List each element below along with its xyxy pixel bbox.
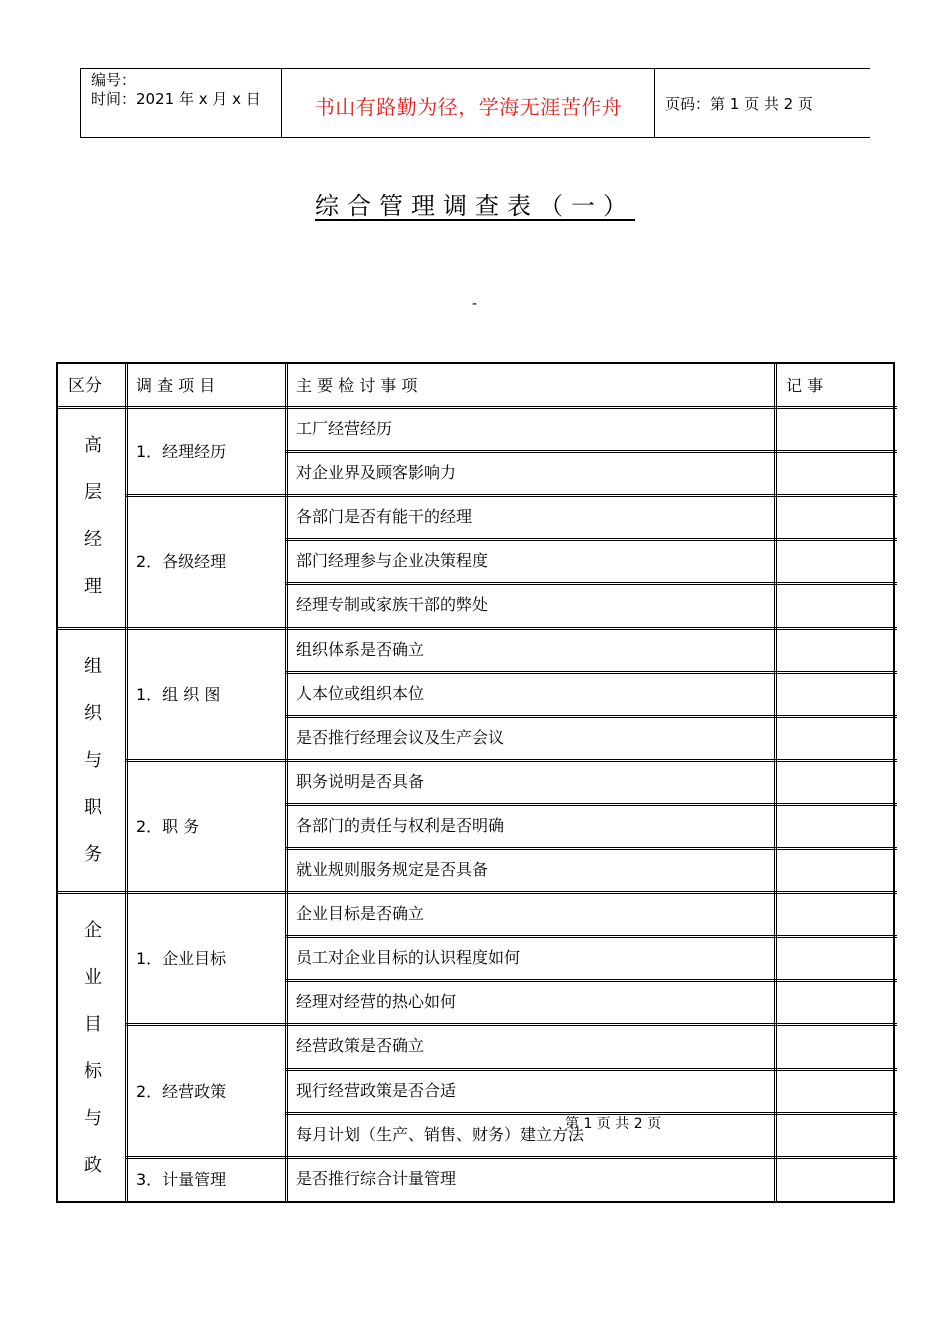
check-row-divider: [285, 847, 897, 850]
section-label-char: 与: [84, 1108, 102, 1130]
check-row-divider: [285, 803, 897, 806]
dash-mark: -: [472, 296, 478, 312]
check-row-divider: [285, 538, 897, 541]
item-divider: [125, 759, 897, 762]
check-row-divider: [285, 979, 897, 982]
section-label-char: 高: [84, 435, 102, 456]
column-divider: [774, 364, 777, 1201]
survey-item-name: 2．职 务: [136, 816, 200, 836]
check-item-text: 是否推行经理会议及生产会议: [296, 727, 505, 747]
section-label-char: 政: [84, 1155, 102, 1177]
check-item-text: 经理专制或家族干部的弊处: [296, 595, 489, 615]
page-code: 页码：第 1 页 共 2 页: [665, 95, 813, 113]
check-row-divider: [285, 1068, 897, 1071]
section-label-char: 企: [84, 920, 102, 942]
section-label: [58, 655, 128, 890]
survey-item-name: 1．企业目标: [136, 949, 227, 969]
item-divider: [125, 494, 897, 497]
section-label-char: 组: [84, 655, 102, 677]
motto: 书山有路勤为径，学海无涯苦作舟: [314, 95, 623, 119]
section-label-char: 与: [84, 749, 102, 771]
column-divider: [285, 364, 288, 1201]
survey-item-name: 1．经理经历: [136, 442, 227, 462]
section-label-char: 织: [84, 702, 102, 724]
check-item-text: 现行经营政策是否合适: [296, 1080, 457, 1100]
header-page-cell: [654, 69, 871, 137]
check-item-text: 对企业界及顾客影响力: [296, 463, 457, 483]
check-item-text: 每月计划（生产、销售、财务）建立方法: [296, 1124, 585, 1144]
header-note: 记 事: [786, 376, 824, 395]
section-label-char: 理: [84, 576, 102, 597]
section-divider: [58, 891, 897, 894]
section-label-char: 职: [84, 796, 102, 818]
section-label-char: 经: [84, 529, 102, 550]
check-item-text: 职务说明是否具备: [296, 771, 425, 791]
check-row-divider: [285, 582, 897, 585]
survey-item-name: 2．经营政策: [136, 1081, 227, 1101]
section-label-char: 标: [84, 1061, 102, 1083]
survey-table: [56, 362, 895, 1203]
check-row-divider: [285, 450, 897, 453]
section-label-char: 层: [84, 482, 102, 503]
check-row-divider: [285, 935, 897, 938]
section-label-char: 目: [84, 1014, 102, 1036]
check-item-text: 经营政策是否确立: [296, 1036, 425, 1056]
footer-page-number: 第 1 页 共 2 页: [565, 1116, 662, 1132]
survey-item-name: 3．计量管理: [136, 1169, 227, 1189]
survey-item-name: 1．组 织 图: [136, 684, 221, 704]
survey-item-name: 2．各级经理: [136, 552, 227, 572]
check-item-text: 组织体系是否确立: [296, 639, 425, 659]
check-item-text: 是否推行综合计量管理: [296, 1168, 457, 1188]
check-item-text: 各部门的责任与权利是否明确: [296, 815, 505, 835]
page-title: 综合管理调查表（一）: [315, 192, 635, 220]
section-label-char: 业: [84, 967, 102, 989]
item-divider: [125, 1156, 897, 1159]
section-divider: [58, 627, 897, 630]
header-area: 区分: [68, 376, 102, 396]
check-item-text: 工厂经营经历: [296, 419, 393, 438]
item-divider: [125, 1023, 897, 1026]
header-item: 调 查 项 目: [136, 376, 216, 395]
header-row-divider: [58, 406, 897, 409]
header-meta-cell: [80, 69, 282, 137]
check-item-text: 就业规则服务规定是否具备: [296, 860, 489, 879]
check-item-text: 部门经理参与企业决策程度: [296, 551, 489, 571]
section-label: [58, 919, 128, 1201]
section-label: [58, 434, 128, 622]
header-motto-cell: [281, 69, 655, 137]
date-label: 时间：2021 年 x 月 x 日: [91, 90, 261, 108]
header-check: 主 要 检 讨 事 项: [296, 376, 418, 395]
section-label-char: 务: [84, 843, 102, 865]
document-header: [80, 68, 870, 138]
check-item-text: 各部门是否有能干的经理: [296, 507, 473, 527]
check-item-text: 经理对经营的热心如何: [296, 992, 457, 1012]
number-label: 编号：: [91, 71, 137, 89]
check-row-divider: [285, 671, 897, 674]
check-item-text: 企业目标是否确立: [296, 904, 425, 924]
check-row-divider: [285, 715, 897, 718]
check-item-text: 人本位或组织本位: [296, 683, 425, 703]
check-item-text: 员工对企业目标的认识程度如何: [296, 948, 521, 968]
